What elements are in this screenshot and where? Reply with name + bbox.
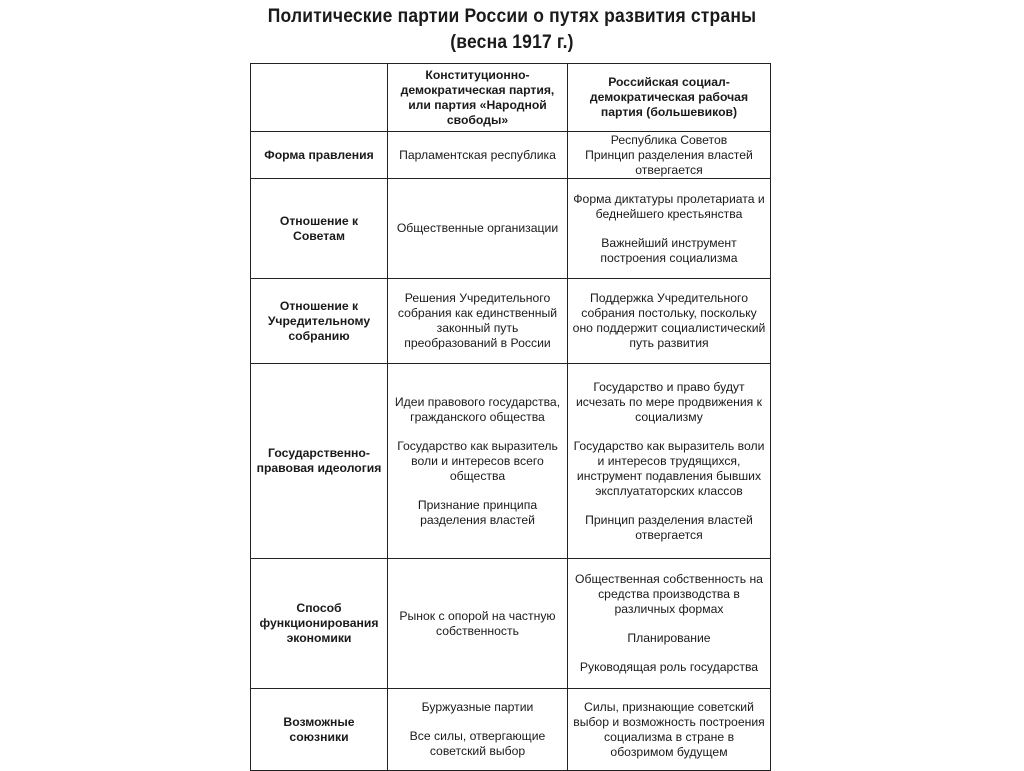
row-label: Форма правления	[251, 132, 388, 179]
rsdrp-cell	[568, 179, 771, 279]
cell-paragraph: Силы, признающие советский выбор и возможность построения социализма в стране в обозримом будущем	[573, 699, 765, 759]
document-title	[41, 4, 983, 56]
kd-cell	[388, 132, 568, 179]
kd-cell	[388, 364, 568, 559]
cell-paragraph: Руководящая роль государства	[579, 660, 759, 674]
table-row	[251, 279, 771, 364]
cell-paragraph: Государство и право будут исчезать по мере продвижения к социализму	[576, 379, 762, 424]
cell-paragraph: Планирование	[627, 631, 711, 645]
table-row	[251, 559, 771, 689]
row-label: Способ функционирования экономики	[251, 559, 388, 689]
row-label: Возможные союзники	[251, 689, 388, 771]
kd-cell	[388, 279, 568, 364]
header-row	[251, 64, 771, 132]
title-line-1: Политические партии России о путях развития страны	[267, 6, 757, 27]
cell-paragraph: Все силы, отвергающие советский выбор	[409, 729, 546, 758]
column-header-kd: Конституционно-демократическая партия, или партия «Народной свободы»	[388, 64, 568, 132]
cell-paragraph: Общественные организации	[396, 221, 559, 235]
cell-paragraph: Буржуазные партии	[421, 700, 534, 714]
corner-cell	[251, 64, 388, 132]
cell-paragraph: Принцип разделения властей отвергается	[585, 147, 753, 177]
row-label: Государственно-правовая идеология	[251, 364, 388, 559]
cell-paragraph: Рынок с опорой на частную собственность	[399, 608, 556, 638]
column-header-rsdrp: Российская социал-демократическая рабочая партия (большевиков)	[568, 64, 771, 132]
kd-cell	[388, 559, 568, 689]
cell-paragraph: Идеи правового государства, гражданского общества	[394, 394, 561, 424]
cell-paragraph: Поддержка Учредительного собрания постольку, поскольку оно поддержит социалистический путь развития	[572, 291, 766, 350]
cell-paragraph: Парламентская республика	[399, 147, 556, 162]
cell-paragraph: Решения Учредительного собрания как единственный законный путь преобразований в России	[397, 291, 558, 350]
title-line-2: (весна 1917 г.)	[450, 32, 574, 53]
row-label: Отношение к Советам	[251, 179, 388, 279]
row-label: Отношение к Учредительному собранию	[251, 279, 388, 364]
table-row	[251, 179, 771, 279]
table-row	[251, 689, 771, 771]
kd-cell	[388, 179, 568, 279]
cell-paragraph: Общественная собственность на средства производства в различных формах	[575, 572, 763, 616]
table-row	[251, 132, 771, 179]
cell-paragraph: Государство как выразитель воли и интересов всего общества	[397, 438, 558, 483]
rsdrp-cell	[568, 689, 771, 771]
rsdrp-cell	[568, 364, 771, 559]
cell-paragraph: Признание принципа разделения властей	[417, 497, 538, 527]
cell-paragraph: Форма диктатуры пролетариата и беднейшего крестьянства	[573, 191, 765, 221]
cell-paragraph: Принцип разделения властей отвергается	[585, 512, 753, 542]
cell-paragraph: Важнейший инструмент построения социализма	[600, 235, 738, 265]
cell-paragraph: Государство как выразитель воли и интересов трудящихся, инструмент подавления бывших эксплуататорских классов	[573, 438, 765, 498]
rsdrp-cell	[568, 559, 771, 689]
kd-cell	[388, 689, 568, 771]
cell-paragraph: Республика Советов	[610, 132, 728, 147]
parties-table	[250, 63, 771, 771]
table-row	[251, 364, 771, 559]
rsdrp-cell	[568, 132, 771, 179]
rsdrp-cell	[568, 279, 771, 364]
